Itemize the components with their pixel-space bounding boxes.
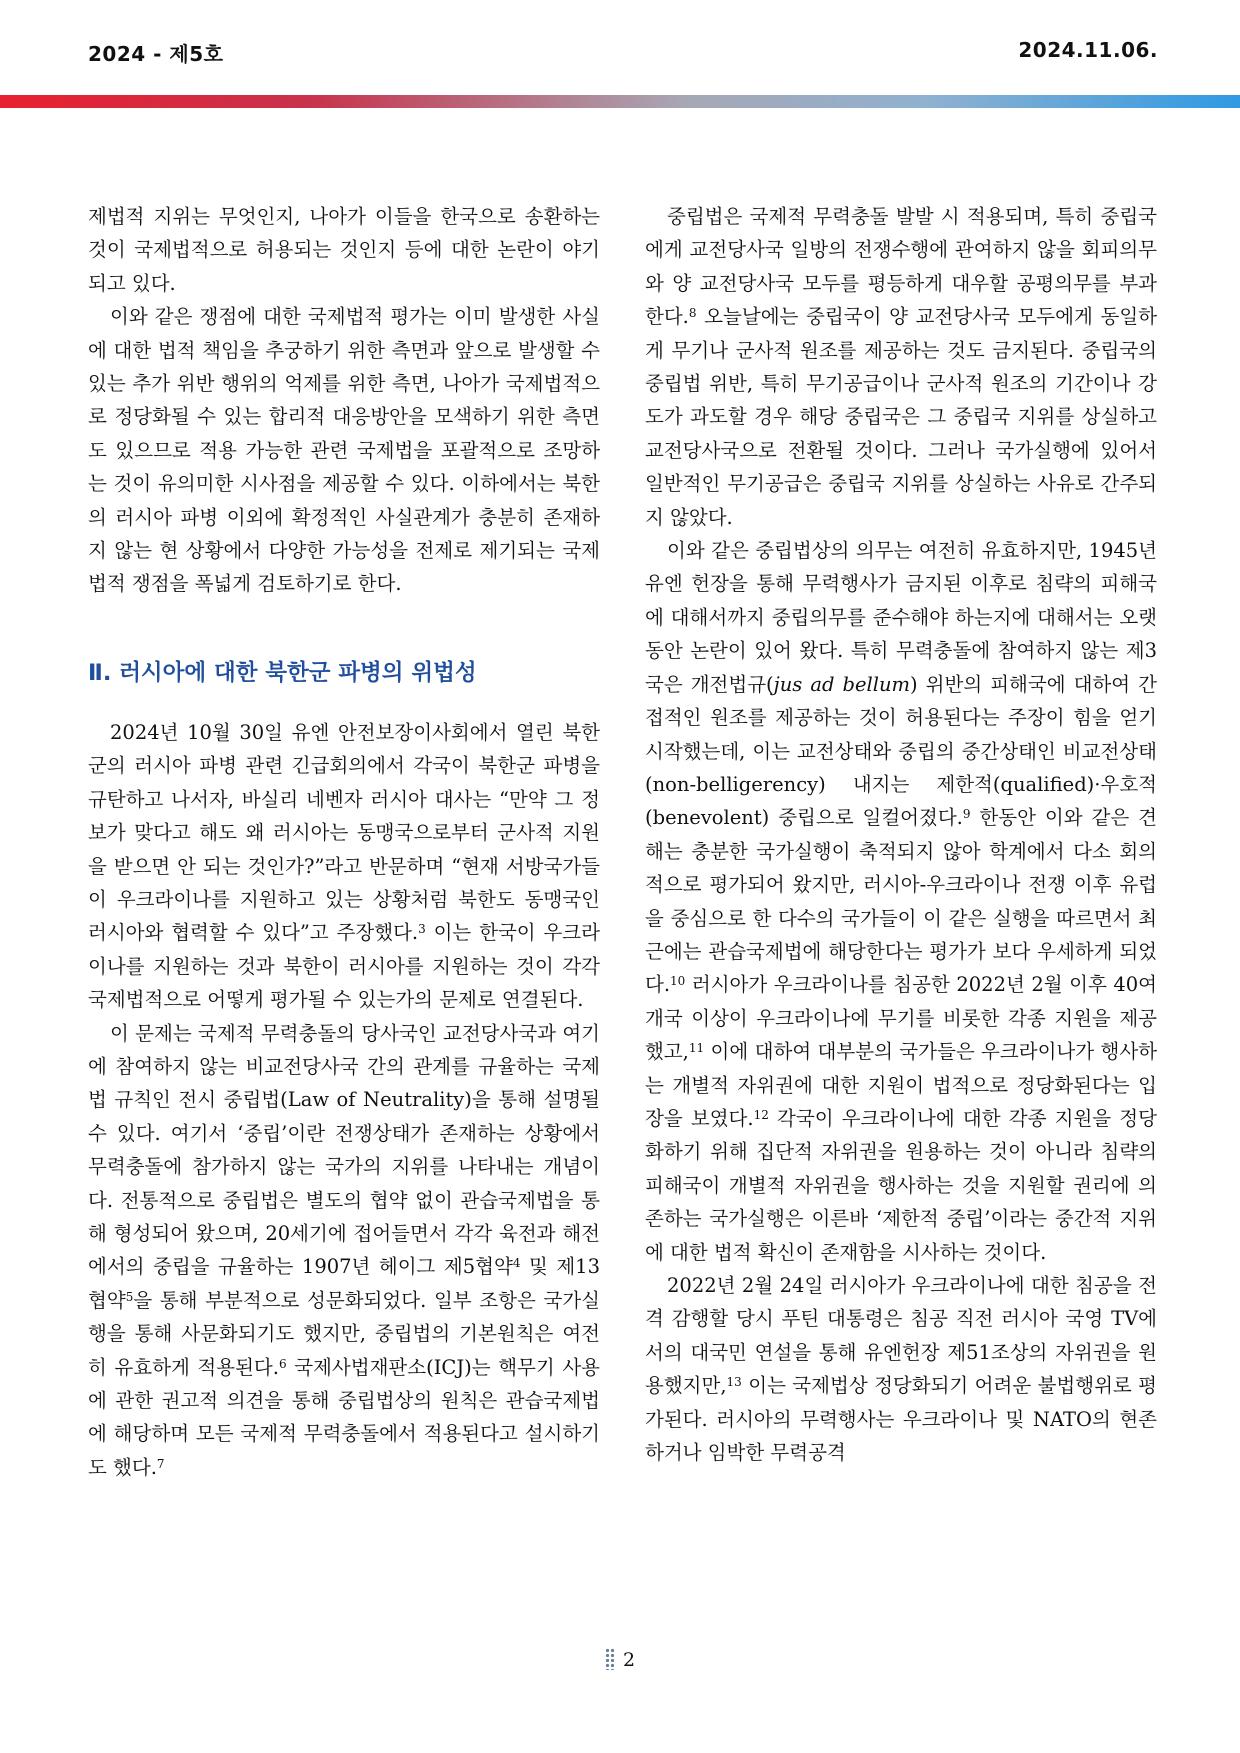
footnote-ref[interactable]: 7: [156, 1456, 165, 1471]
dots-icon: [605, 1648, 615, 1670]
publication-date: 2024.11.06.: [1018, 38, 1158, 62]
footnote-ref[interactable]: 13: [726, 1375, 742, 1390]
footnote-ref[interactable]: 5: [125, 1289, 134, 1304]
footnote-ref[interactable]: 9: [962, 807, 971, 822]
paragraph: 이 문제는 국제적 무력충돌의 당사국인 교전당사국과 여기에 참여하지 않는 비교전당사국 간의 관계를 규율하는 국제법 규칙인 전시 중립법(Law of Neutrality)을 통해 설명될 수 있다. 여기서 ‘중립’이란 전쟁상태가 존재하는 상황에서 무력충돌에 참가하지 않는 국가의 지위를 나타내는 개념이다. 전통적으로 중립법은 별도의 협약 없이 관습국제법을 통해 형성되어 왔으며, 20세기에 접어들면서 각각 육전과 해전에서의 중립을 규율하는 1907년 헤이그 제5협약$^4$ 및 제13협약$^5$을 통해 부분적으로 성문화되었다. 일부 조항은 국가실행을 통해 사문화되기도 했지만, 중립법의 기본원칙은 여전히 유효하게 적용된다.$^6$ 국제사법재판소(ICJ)는 핵무기 사용에 관한 권고적 의견을 통해 중립법상의 원칙은 관습국제법에 해당하며 모든 국제적 무력충돌에서 적용된다고 설시하기도 했다.$^7$: [88, 1021, 600, 1479]
paragraph: 2022년 2월 24일 러시아가 우크라이나에 대한 침공을 전격 감행할 당시 푸틴 대통령은 침공 직전 러시아 국영 TV에서의 대국민 연설을 통해 유엔헌장 제51조상의 자위권을 원용했지만,$^{13}$ 이는 국제법상 정당화되기 어려운 불법행위로 평가된다. 러시아의 무력행사는 우크라이나 및 NATO의 현존하거나 임박한 무력공격: [645, 1274, 1157, 1465]
footnote-ref[interactable]: 11: [688, 1041, 705, 1056]
header-gradient-bar: [0, 95, 1240, 108]
footnote-ref[interactable]: 10: [670, 974, 686, 989]
paragraph: 2024년 10월 30일 유엔 안전보장이사회에서 열린 북한군의 러시아 파병 관련 긴급회의에서 각국이 북한군 파병을 규탄하고 나서자, 바실리 네벤자 러시아 대사는 “만약 그 정보가 맞다고 해도 왜 러시아는 동맹국으로부터 군사적 지원을 받으면 안 되는 것인가?”라고 반문하며 “현재 서방국가들이 우크라이나를 지원하고 있는 상황처럼 북한도 동맹국인 러시아와 협력할 수 있다”고 주장했다.$^3$ 이는 한국이 우크라이나를 지원하는 것과 북한이 러시아를 지원하는 것이 각각 국제법적으로 어떻게 평가될 수 있는가의 문제로 연결된다.: [88, 720, 600, 1012]
paragraph: 제법적 지위는 무엇인지, 나아가 이들을 한국으로 송환하는 것이 국제법적으로 허용되는 것인지 등에 대한 논란이 야기되고 있다.: [88, 205, 600, 295]
page-header: [0, 0, 1240, 110]
right-column: [645, 200, 1157, 1469]
latin-term: jus ad bellum: [773, 672, 911, 696]
footnote-ref[interactable]: 6: [278, 1356, 287, 1371]
footnote-ref[interactable]: 3: [418, 922, 426, 937]
page-number: 2: [622, 1649, 636, 1671]
footnote-ref[interactable]: 4: [512, 1256, 521, 1271]
left-column: [88, 200, 600, 1484]
page-footer: [0, 1648, 1240, 1671]
section-title: Ⅱ. 러시아에 대한 북한군 파병의 위법성: [88, 659, 477, 686]
footnote-ref[interactable]: 12: [753, 1107, 769, 1122]
issue-number: 2024 - 제5호: [88, 42, 224, 66]
paragraph: 이와 같은 쟁점에 대한 국제법적 평가는 이미 발생한 사실에 대한 법적 책임을 추궁하기 위한 측면과 앞으로 발생할 수 있는 추가 위반 행위의 억제를 위한 측면, 나아가 국제법적으로 정당화될 수 있는 합리적 대응방안을 모색하기 위한 측면도 있으므로 적용 가능한 관련 국제법을 포괄적으로 조망하는 것이 유의미한 시사점을 제공할 수 있다. 이하에서는 북한의 러시아 파병 이외에 확정적인 사실관계가 충분히 존재하지 않는 현 상황에서 다양한 가능성을 전제로 제기되는 국제법적 쟁점을 폭넓게 검토하기로 한다.: [88, 305, 600, 596]
paragraph: 이와 같은 중립법상의 의무는 여전히 유효하지만, 1945년 유엔 헌장을 통해 무력행사가 금지된 이후로 침략의 피해국에 대해서까지 중립의무를 준수해야 하는지에 대해서는 오랫동안 논란이 있어 왔다. 특히 무력충돌에 참여하지 않는 제3국은 개전법규(jus ad bellum) 위반의 피해국에 대하여 간접적인 원조를 제공하는 것이 허용된다는 주장이 힘을 얻기 시작했는데, 이는 교전상태와 중립의 중간상태인 비교전상태(non-belligerency) 내지는 제한적(qualified)·우호적(benevolent) 중립으로 일컬어졌다.$^9$ 한동안 이와 같은 견해는 충분한 국가실행이 축적되지 않아 학계에서 다소 회의적으로 평가되어 왔지만, 러시아-우크라이나 전쟁 이후 유럽을 중심으로 한 다수의 국가들이 이 같은 실행을 따르면서 최근에는 관습국제법에 해당한다는 평가가 보다 우세하게 되었다.$^{10}$ 러시아가 우크라이나를 침공한 2022년 2월 이후 40여개국 이상이 우크라이나에 무기를 비롯한 각종 지원을 제공했고,$^{11}$ 이에 대하여 대부분의 국가들은 우크라이나가 행사하는 개별적 자위권에 대한 지원이 법적으로 정당화된다는 입장을 보였다.$^{12}$ 각국이 우크라이나에 대한 각종 지원을 정당화하기 위해 집단적 자위권을 원용하는 것이 아니라 침략의 피해국이 개별적 자위권을 행사하는 것을 지원할 권리에 의존하는 국가실행은 이른바 ‘제한적 중립’이라는 중간적 지위에 대한 법적 확신이 존재함을 시사하는 것이다.: [645, 539, 1157, 1264]
paragraph: 중립법은 국제적 무력충돌 발발 시 적용되며, 특히 중립국에게 교전당사국 일방의 전쟁수행에 관여하지 않을 회피의무와 양 교전당사국 모두를 평등하게 대우할 공평의무를 부과한다.$^8$ 오늘날에는 중립국이 양 교전당사국 모두에게 동일하게 무기나 군사적 원조를 제공하는 것도 금지된다. 중립국의 중립법 위반, 특히 무기공급이나 군사적 원조의 기간이나 강도가 과도할 경우 해당 중립국은 그 중립국 지위를 상실하고 교전당사국으로 전환될 것이다. 그러나 국가실행에 있어서 일반적인 무기공급은 중립국 지위를 상실하는 사유로 간주되지 않았다.: [645, 205, 1157, 529]
footnote-ref[interactable]: 8: [688, 306, 697, 321]
